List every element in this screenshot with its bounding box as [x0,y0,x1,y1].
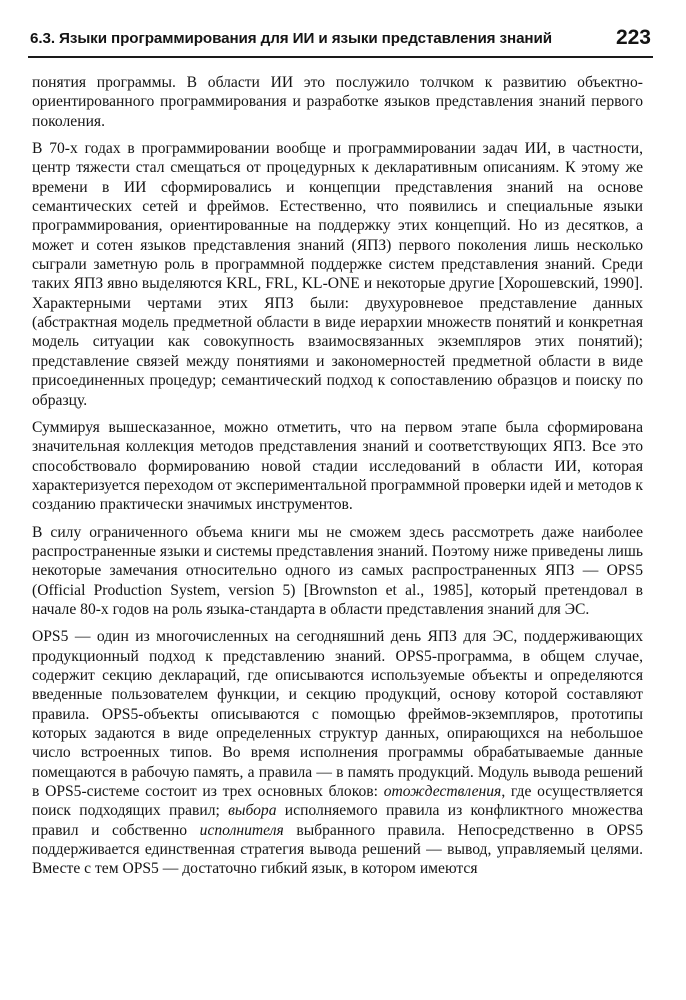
paragraph-5 [32,627,643,878]
term-executor: исполнителя [199,821,284,839]
paragraph-1: понятия программы. В области ИИ это послужило толчком к развитию объектно-ориентированного программирования и разработке языков представления знаний первого поколения. [32,74,643,130]
paragraph-3: Суммируя вышесказанное, можно отметить, что на первом этапе была сформирована значительная коллекция методов представления знаний и соответствующих ЯПЗ. Все это способствовало формированию новой стадии исследований в области ИИ, которая характеризуется переходом от экспериментальной программной проверки идей и методов к созданию практически значимых инструментов. [32,418,643,514]
paragraph-2: В 70-х годах в программировании вообще и программировании задач ИИ, в частности, центр тяжести стал смещаться от процедурных к декларативным описаниям. К этому же времени в ИИ сформировались и концепции представления знаний на основе семантических сетей и фреймов. Естественно, что появились и специальные языки программирования, ориентированные на поддержку этих концепций. Но из десятков, а может и сотен языков представления знаний (ЯПЗ) первого поколения лишь несколько сыграли заметную роль в программной поддержке систем представления знаний. Среди таких ЯПЗ явно выделяются KRL, FRL, KL-ONE и некоторые другие [Хорошевский, 1990]. Характерными чертами этих ЯПЗ были: двухуровневое представление данных (абстрактная модель предметной области в виде иерархии множеств понятий и конкретная модель ситуации как совокупность взаимосвязанных экземпляров этих понятий); представление связей между понятиями и закономерностей предметной области в виде присоединенных процедур; семантический подход к сопоставлению образцов и поиску по образцу. [32,140,643,409]
running-head [28,28,653,58]
page-number: 223 [615,26,651,49]
paragraph-5-part-1: OPS5 — один из многочисленных на сегодняшний день ЯПЗ для ЭС, поддерживающих продукционный подход к представлению знаний. OPS5-программа, в общем случае, содержит секцию деклараций, где описываются используемые объекты и определяются введенные пользователем функции, и секцию продукций, основу которой составляют правила. OPS5-объекты описываются с помощью фреймов-экземпляров, прототипы которых задаются в виде определенных структур данных, опирающихся на небольшое число встроенных типов. Во время исполнения программы обрабатываемые данные помещаются в рабочую память, а правила — в память продукций. Модуль вывода решений в OPS5-системе состоит из трех основных блоков: [32,628,643,801]
paragraph-5-part-3: исполняемого правила из конфликтного множества правил и собственно [32,802,644,839]
term-selection: выбора [228,802,277,820]
paragraph-5-part-2: , где осуществляется поиск подходящих правил; [32,783,643,820]
section-title: 6.3. Языки программирования для ИИ и языки представления знаний [30,30,552,47]
term-identification: отождествления [383,783,502,801]
body-text [32,73,643,879]
paragraph-5-part-4: выбранного правила. Непосредственно в OPS5 поддерживается единственная стратегия вывода решений — вывод, управляемый целями. Вместе с тем OPS5 — достаточно гибкий язык, в котором имеются [32,821,643,878]
paragraph-4: В силу ограниченного объема книги мы не сможем здесь рассмотреть даже наиболее распространенные языки и системы представления знаний. Поэтому ниже приведены лишь некоторые замечания относительно одного из самых распространенных ЯПЗ — OPS5 (Official Production System, version 5) [Brownston et al., 1985], который претендовал в начале 80-х годов на роль языка-стандарта в области представления знаний для ЭС. [32,523,643,618]
